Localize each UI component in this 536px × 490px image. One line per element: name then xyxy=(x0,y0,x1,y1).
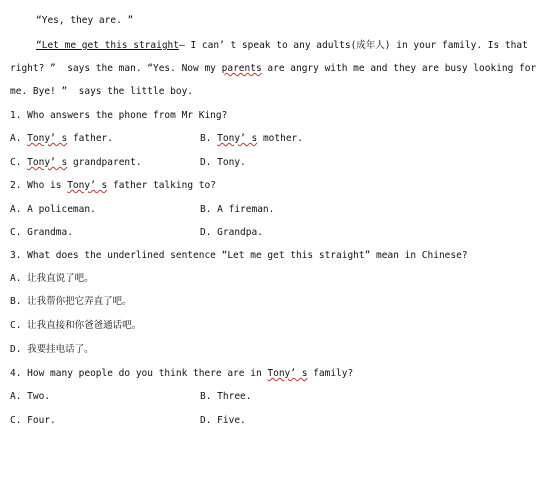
q2-option-c: C. Grandma. xyxy=(10,227,73,238)
q3-option-d: D. 我要挂电话了。 xyxy=(10,344,94,355)
passage-line-1: “Yes, they are. ” xyxy=(36,15,134,26)
q4-option-d: D. Five. xyxy=(200,415,246,426)
q3-option-b: B. 让我帮你把它弄直了吧。 xyxy=(10,296,132,307)
q4-option-a: A. Two. xyxy=(10,391,51,402)
q1-option-d: D. Tony. xyxy=(200,157,246,168)
underlined-sentence: “Let me get this straight xyxy=(36,40,179,51)
q3-option-a: A. 让我直说了吧。 xyxy=(10,273,94,284)
passage-line-3-b: are angry with me and they are busy looking for xyxy=(261,63,536,74)
q1-option-c: C. Tony’ s grandparent. xyxy=(10,157,142,168)
q3-option-c: C. 让我直接和你爸爸通话吧。 xyxy=(10,320,142,331)
passage-line-3 xyxy=(10,63,536,75)
question-1: 1. Who answers the phone from Mr King? xyxy=(10,110,228,121)
passage-word-parents: parents xyxy=(221,63,262,74)
question-3: 3. What does the underlined sentence “Let me get this straight” mean in Chinese? xyxy=(10,250,468,261)
q2-option-a: A. A policeman. xyxy=(10,204,96,215)
q2-option-d: D. Grandpa. xyxy=(200,227,263,238)
q1-option-b: B. Tony’ s mother. xyxy=(200,133,303,144)
q4-option-c: C. Four. xyxy=(10,415,56,426)
question-4: 4. How many people do you think there are in Tony’ s family? xyxy=(10,368,354,379)
q1-option-a: A. Tony’ s father. xyxy=(10,133,113,144)
q2-option-b: B. A fireman. xyxy=(200,204,275,215)
passage-line-4: me. Bye! ” says the little boy. xyxy=(10,86,194,97)
q4-option-b: B. Three. xyxy=(200,391,252,402)
question-2: 2. Who is Tony’ s father talking to? xyxy=(10,180,216,191)
passage-line-2 xyxy=(36,40,528,52)
passage-line-3-a: right? ” says the man. “Yes. Now my xyxy=(10,63,222,74)
passage-line-2-rest: — I can’ t speak to any adults(成年人) in your family. Is that xyxy=(179,40,528,51)
